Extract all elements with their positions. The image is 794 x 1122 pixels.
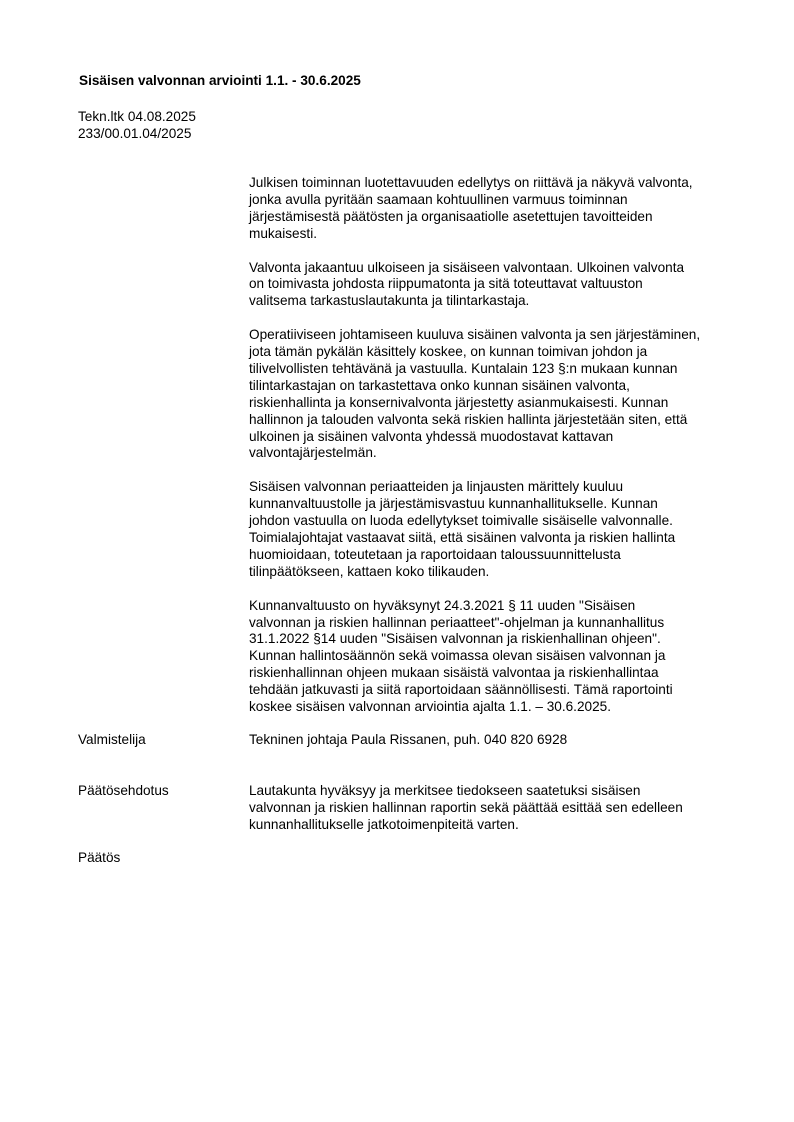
document-title: Sisäisen valvonnan arviointi 1.1. - 30.6.2025 [79,73,361,88]
text-line: Lautakunta hyväksyy ja merkitsee tiedokseen saatetuksi sisäisen [249,783,641,798]
text-line: Operatiiviseen johtamiseen kuuluva sisäinen valvonta ja sen järjestäminen, [249,327,701,343]
text-line: valitsema tarkastuslautakunta ja tilintarkastaja. [249,293,530,309]
proposal-label: Päätösehdotus [78,783,169,798]
text-line: on toimivasta johdosta riippumatonta ja sitä toteuttavat valtuuston [249,276,643,292]
text-line: huomioidaan, toteutetaan ja raportoidaan taloussuunnittelusta [249,546,621,562]
text-line: valvonnan ja riskien hallinnan periaatteet"-ohjelman ja kunnanhallitus [249,614,665,630]
text-line: riskienhallinta ja konsernivalvonta järjestetty asianmukaisesti. Kunnan [249,394,669,410]
preparer-label: Valmistelija [78,732,146,747]
text-line: Valvonta jakaantuu ulkoiseen ja sisäiseen valvontaan. Ulkoinen valvonta [249,259,685,275]
paragraph [249,175,749,243]
text-line: tilivelvollisten tehtävänä ja vastuulla. Kuntalain 123 §:n mukaan kunnan [249,360,678,376]
meeting-reference: Tekn.ltk 04.08.2025 [78,109,196,124]
proposal-value [249,783,749,834]
document-body [249,175,749,716]
text-line: riskienhallinnan ohjeen mukaan sisäistä valvontaa ja riskienhallintaa [249,665,659,681]
text-line: mukaisesti. [249,225,317,241]
text-line: 31.1.2022 §14 uuden "Sisäisen valvonnan ja riskienhallinan ohjeen". [249,631,661,647]
text-line: Julkisen toiminnan luotettavuuden edellytys on riittävä ja näkyvä valvonta, [249,175,693,190]
preparer-value [249,732,749,749]
paragraph [249,260,749,311]
text-line: kunnanhallitukselle jatkotoimenpiteitä varten. [249,816,519,832]
text-line: Sisäisen valvonnan periaatteiden ja linjausten märittely kuuluu [249,479,624,495]
text-line: koskee sisäisen valvonnan arviointia ajalta 1.1. – 30.6.2025. [249,699,611,715]
text-line: valvonnan ja riskien hallinnan raportin sekä päättää esittää sen edelleen [249,799,683,815]
text-line: tilinpäätökseen, kattaen koko tilikauden. [249,563,490,579]
text-line: hallinnon ja talouden valvonta sekä riskien hallinta järjestetään siten, että [249,411,688,427]
paragraph [249,598,749,716]
text-line: tilintarkastajan on tarkastettava onko kunnan sisäinen valvonta, [249,377,630,393]
text-line: järjestämisestä päätösten ja organisaatiolle asetettujen tavoitteiden [249,208,653,224]
text-line: jota tämän pykälän käsittely koskee, on kunnan toimivan johdon ja [249,344,648,360]
text-line: valvontajärjestelmän. [249,445,377,461]
text-line: johdon vastuulla on luoda edellytykset toimivalle sisäiselle valvonnalle. [249,513,673,529]
text-line: Toimialajohtajat vastaavat siitä, että sisäinen valvonta ja riskien hallinta [249,529,676,545]
text-line: tehdään jatkuvasti ja siitä raportoidaan säännöllisesti. Tämä raportointi [249,682,673,698]
text-line: Kunnanvaltuusto on hyväksynyt 24.3.2021 § 11 uuden "Sisäisen [249,597,636,613]
text-line: ulkoinen ja sisäinen valvonta yhdessä muodostavat kattavan [249,428,614,444]
decision-label: Päätös [78,850,121,865]
text-line: kunnanvaltuustolle ja järjestämisvastuu kunnanhallitukselle. Kunnan [249,496,658,512]
text-line: jonka avulla pyritään saamaan kohtuullinen varmuus toiminnan [249,191,628,207]
case-number: 233/00.01.04/2025 [78,125,192,141]
paragraph [249,327,749,462]
document-meta [78,109,196,143]
text-line: Kunnan hallintosäännön sekä voimassa olevan sisäisen valvonnan ja [249,648,666,664]
paragraph [249,479,749,580]
text-line: Tekninen johtaja Paula Rissanen, puh. 040 820 6928 [249,732,568,747]
